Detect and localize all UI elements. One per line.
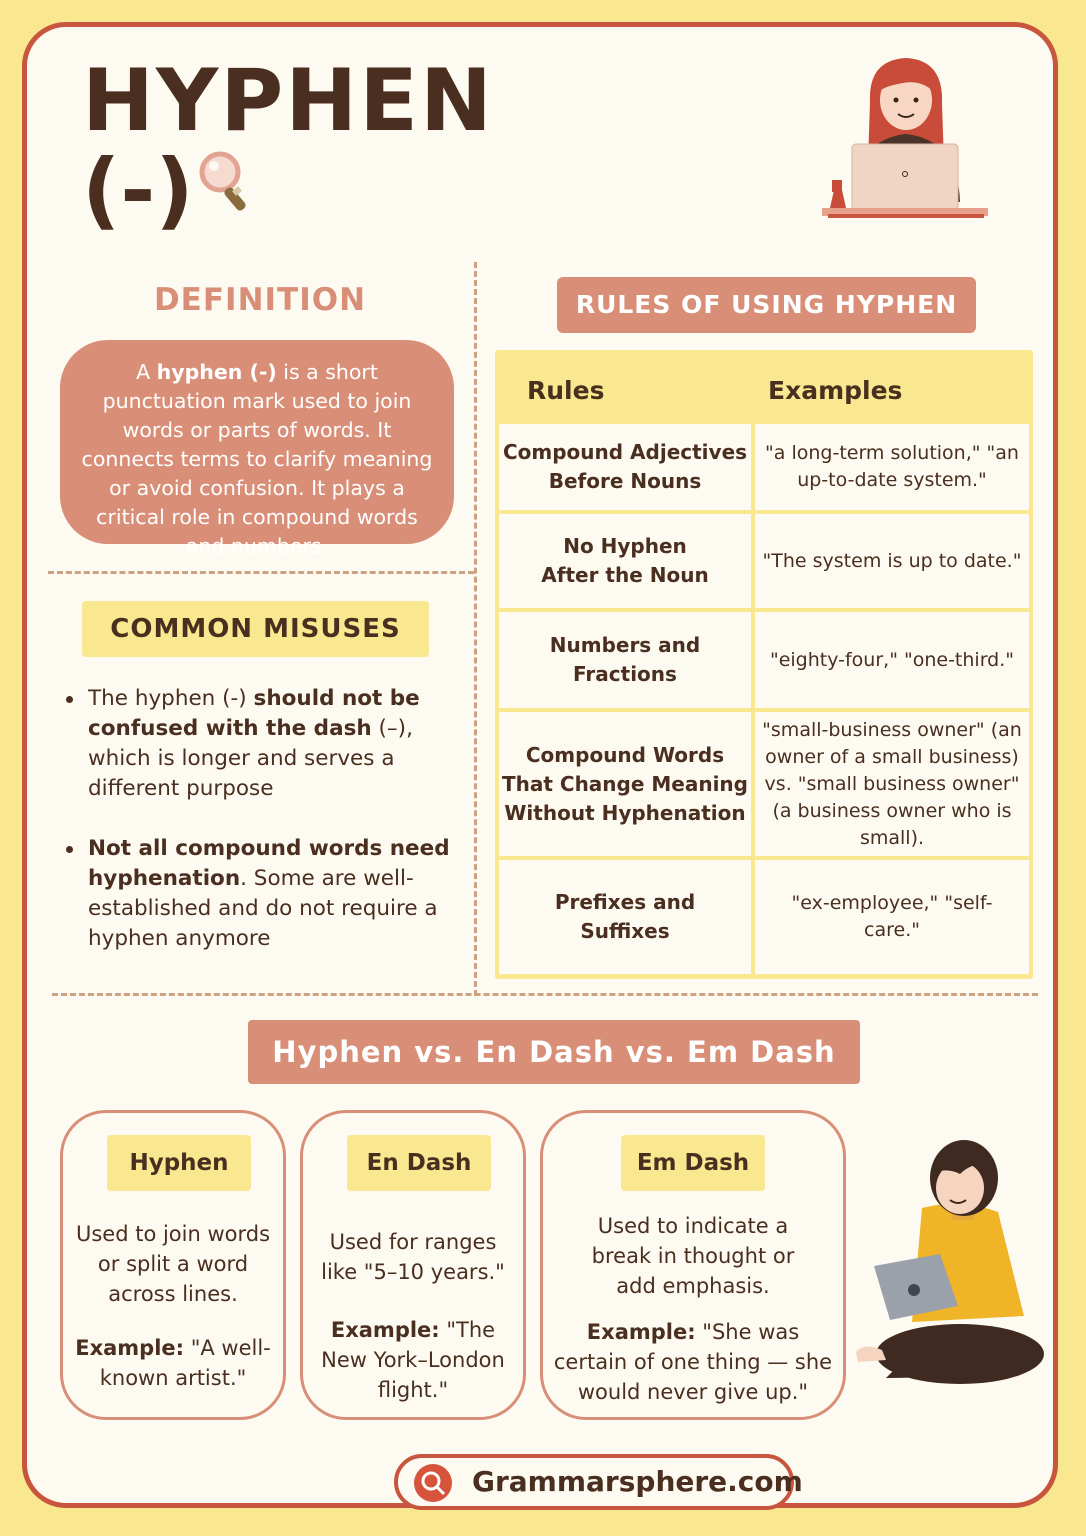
page-title: HYPHEN	[82, 51, 494, 151]
bullet	[66, 846, 73, 853]
definition-term: hyphen (-)	[156, 360, 277, 384]
card-description: Used for ranges like "5–10 years."	[321, 1230, 505, 1284]
card-example	[551, 1317, 835, 1407]
search-globe-icon	[414, 1464, 452, 1502]
example-cell: "a long-term solution," "an up-to-date system."	[755, 424, 1029, 510]
card-description: Used to join words or split a word across lines.	[75, 1222, 271, 1306]
card-label: Em Dash	[621, 1135, 765, 1191]
section-divider	[52, 993, 1038, 996]
example-text: "She was certain of one thing — she would never give up."	[553, 1320, 833, 1404]
example-text: "A well-known artist."	[99, 1336, 271, 1390]
list-item	[64, 684, 458, 804]
column-header-examples: Examples	[768, 376, 903, 405]
rule-cell: Prefixes and Suffixes	[499, 860, 751, 974]
vertical-divider	[474, 262, 477, 996]
example-label: Example:	[75, 1336, 185, 1360]
misuse-text: (–), which is longer and serves a different purpose	[88, 716, 413, 801]
example-cell: "eighty-four," "one-third."	[755, 612, 1029, 708]
rule-cell: Compound Words That Change Meaning Without Hyphenation	[499, 712, 751, 856]
card-label: En Dash	[347, 1135, 491, 1191]
rules-heading: RULES OF USING HYPHEN	[557, 277, 976, 333]
misuse-bold: Not all compound words need hyphenation	[88, 836, 450, 891]
misuse-text: The hyphen (-)	[88, 686, 254, 711]
comparison-heading: Hyphen vs. En Dash vs. Em Dash	[248, 1020, 860, 1084]
en-dash-card	[300, 1110, 526, 1420]
rule-cell: Numbers and Fractions	[499, 612, 751, 708]
example-cell: "small-business owner" (an owner of a small business) vs. "small business owner" (a business owner who is small).	[755, 712, 1029, 856]
column-header-rules: Rules	[527, 376, 605, 405]
card-label: Hyphen	[107, 1135, 251, 1191]
bullet	[66, 696, 73, 703]
example-label: Example:	[330, 1318, 440, 1342]
magnifier-icon	[196, 150, 260, 222]
example-cell: "ex-employee," "self-care."	[755, 860, 1029, 974]
rules-table	[495, 350, 1033, 979]
card-example	[311, 1315, 515, 1405]
example-cell: "The system is up to date."	[755, 514, 1029, 608]
example-text: "The New York–London flight."	[321, 1318, 505, 1402]
definition-box	[60, 340, 454, 558]
definition-text: is a short punctuation mark used to join words or parts of words. It connects terms to clarify meaning or avoid confusion. It plays a critical role in compound words and numbers.	[81, 360, 433, 558]
misuses-heading: COMMON MISUSES	[82, 601, 429, 657]
misuse-bold: should not be confused with the dash	[88, 686, 420, 741]
em-dash-card	[540, 1110, 846, 1420]
misuse-text: . Some are well-established and do not require a hyphen anymore	[88, 866, 438, 951]
card-example	[71, 1333, 275, 1393]
card-description: Used to indicate a break in thought or add emphasis.	[591, 1214, 795, 1298]
example-label: Example:	[586, 1320, 696, 1344]
section-divider	[48, 571, 474, 574]
list-item	[64, 834, 458, 954]
hyphen-card	[60, 1110, 286, 1420]
rule-cell: No Hyphen After the Noun	[499, 514, 751, 608]
title-symbol: (-)	[82, 141, 194, 239]
misuses-list	[64, 684, 458, 984]
footer-badge[interactable]	[394, 1454, 803, 1510]
rule-cell: Compound Adjectives Before Nouns	[499, 424, 751, 510]
definition-text-prefix: A	[136, 360, 157, 384]
footer-site-link[interactable]: Grammarsphere.com	[472, 1465, 803, 1498]
woman-laptop-illustration	[818, 52, 990, 224]
girl-laptop-illustration	[856, 1138, 1046, 1388]
definition-heading: DEFINITION	[153, 282, 367, 318]
